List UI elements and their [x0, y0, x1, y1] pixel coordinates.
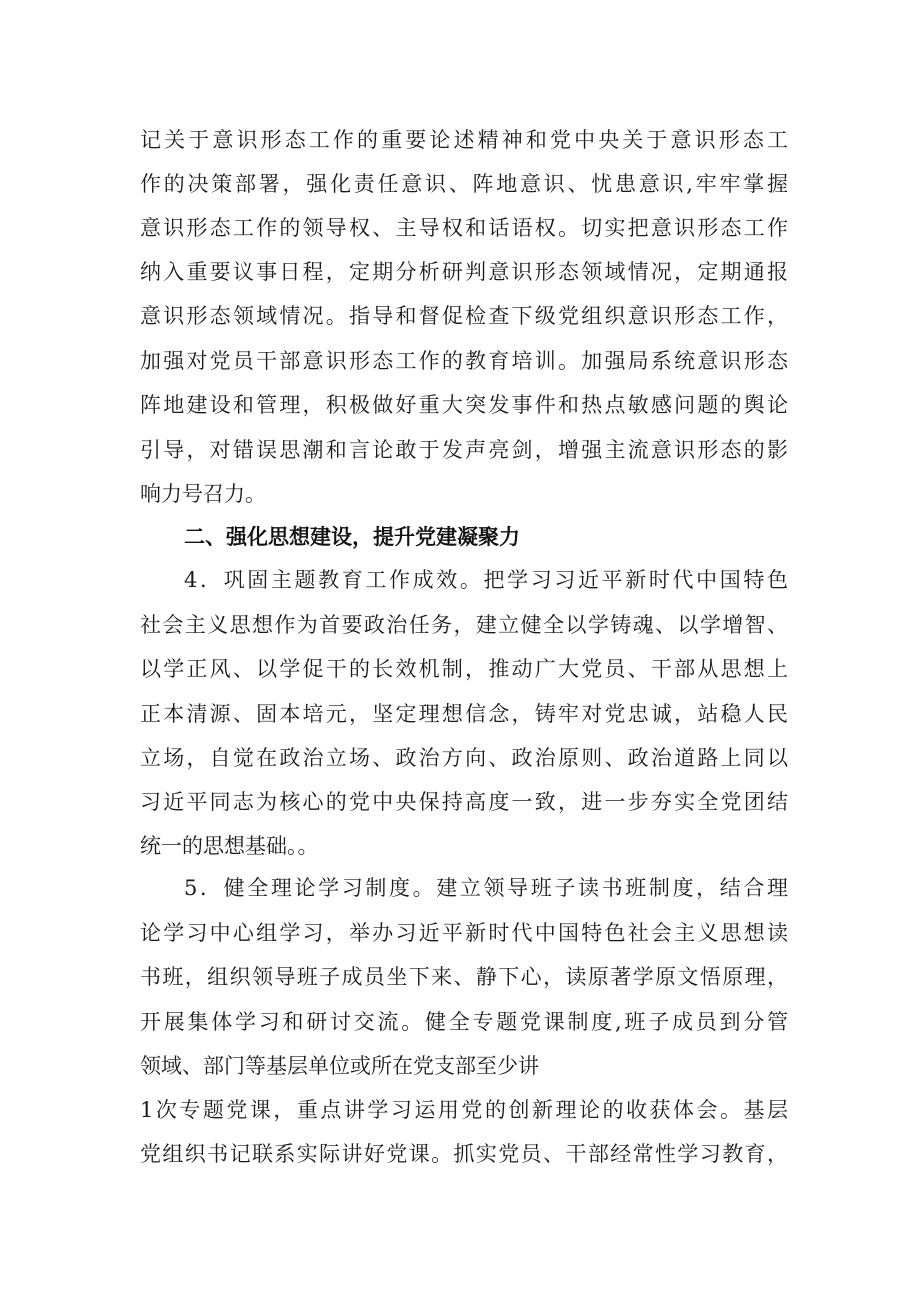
paragraph-line: 统一的思想基础。。 [140, 834, 319, 858]
section-heading: 二、强化思想建设，提升党建凝聚力 [184, 525, 520, 549]
paragraph-line: 引导，对错误思潮和言论敢于发声亮剑，增强主流意识形态的影 [140, 438, 788, 462]
paragraph-line: 作的决策部署，强化责任意识、阵地意识、忧患意识,牢牢掌握 [140, 172, 788, 196]
paragraph-line: 社会主义思想作为首要政治任务，建立健全以学铸魂、以学增智、 [140, 613, 788, 637]
paragraph-line: 响力号召力。 [140, 482, 266, 506]
paragraph-line: 正本清源、固本培元，坚定理想信念，铸牢对党忠诚，站稳人民 [140, 702, 788, 726]
paragraph-line: 论学习中心组学习，举办习近平新时代中国特色社会主义思想读 [140, 921, 788, 945]
paragraph-line: 领域、部门等基层单位或所在党支部至少讲 [140, 1054, 539, 1078]
paragraph-line: 记关于意识形态工作的重要论述精神和党中央关于意识形态工 [140, 128, 788, 152]
paragraph-line: 习近平同志为核心的党中央保持高度一致，进一步夯实全党团结 [140, 790, 788, 814]
paragraph-line: 意识形态领域情况。指导和督促检查下级党组织意识形态工作， [140, 304, 788, 328]
paragraph-line: 党组织书记联系实际讲好党课。抓实党员、干部经常性学习教育， [140, 1142, 788, 1166]
paragraph-line: 1次专题党课，重点讲学习运用党的创新理论的收获体会。基层 [140, 1098, 788, 1122]
paragraph-line: 立场，自觉在政治立场、政治方向、政治原则、政治道路上同以 [140, 746, 788, 770]
paragraph-line: 以学正风、以学促干的长效机制，推动广大党员、干部从思想上 [140, 657, 788, 681]
paragraph-line: 纳入重要议事日程，定期分析研判意识形态领域情况，定期通报 [140, 260, 788, 284]
paragraph-line: 加强对党员干部意识形态工作的教育培训。加强局系统意识形态 [140, 349, 788, 373]
paragraph-line: 阵地建设和管理，积极做好重大突发事件和热点敏感问题的舆论 [140, 393, 788, 417]
paragraph-line: 书班，组织领导班子成员坐下来、静下心，读原著学原文悟原理， [140, 965, 788, 989]
paragraph-line: 意识形态工作的领导权、主导权和话语权。切实把意识形态工作 [140, 216, 788, 240]
paragraph-line: 开展集体学习和研讨交流。健全专题党课制度,班子成员到分管 [140, 1010, 788, 1034]
paragraph-line: 5．健全理论学习制度。建立领导班子读书班制度，结合理 [184, 876, 788, 900]
paragraph-line: 4．巩固主题教育工作成效。把学习习近平新时代中国特色 [184, 568, 788, 592]
